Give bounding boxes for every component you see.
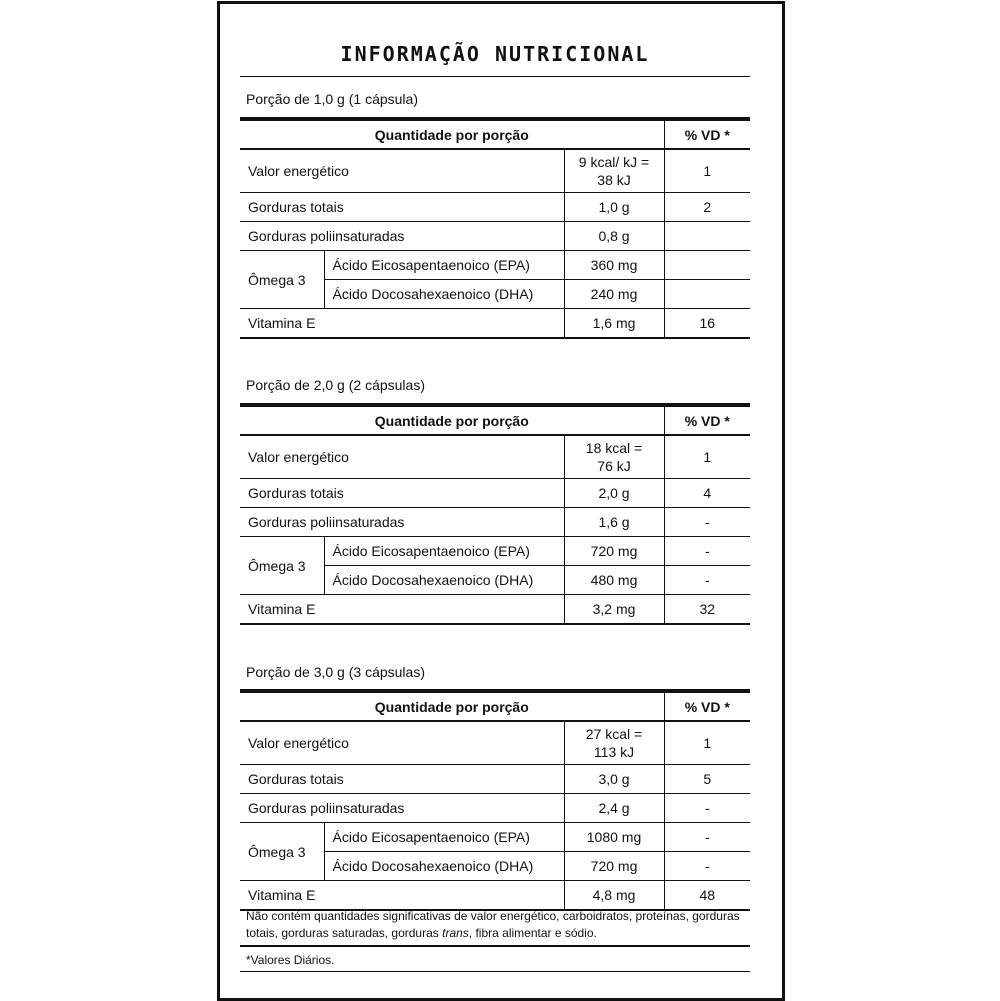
table-row: [240, 222, 750, 251]
energy-value: 9 kcal/ kJ = 38 kJ: [564, 149, 664, 193]
header-quantity: Quantidade por porção: [240, 119, 664, 149]
energy-vd: 1: [664, 149, 750, 193]
fat-label: Gorduras totais: [240, 193, 564, 222]
header-quantity: Quantidade por porção: [240, 691, 664, 721]
nutrition-table: [240, 403, 750, 625]
poly-label: Gorduras poliinsaturadas: [240, 508, 564, 537]
vitamin-e-label: Vitamina E: [240, 309, 564, 339]
poly-vd: [664, 222, 750, 251]
footnote-italic: trans: [442, 926, 469, 940]
table-row: [240, 537, 750, 566]
fat-vd: 5: [664, 765, 750, 794]
table-header-row: [240, 119, 750, 149]
table-row: [240, 193, 750, 222]
omega-label: Ômega 3: [240, 823, 324, 881]
dha-label: Ácido Docosahexaenoico (DHA): [324, 852, 564, 881]
table-row: [240, 794, 750, 823]
header-vd: % VD *: [664, 119, 750, 149]
dha-vd: -: [664, 566, 750, 595]
epa-vd: -: [664, 823, 750, 852]
epa-value: 1080 mg: [564, 823, 664, 852]
epa-vd: -: [664, 537, 750, 566]
vitamin-e-value: 3,2 mg: [564, 595, 664, 625]
energy-vd: 1: [664, 721, 750, 765]
energy-value: 27 kcal = 113 kJ: [564, 721, 664, 765]
energy-label: Valor energético: [240, 721, 564, 765]
table-row: [240, 881, 750, 911]
poly-vd: -: [664, 508, 750, 537]
table-row: [240, 251, 750, 280]
header-vd: % VD *: [664, 405, 750, 435]
epa-label: Ácido Eicosapentaenoico (EPA): [324, 537, 564, 566]
vitamin-e-vd: 48: [664, 881, 750, 911]
divider: [240, 76, 750, 77]
vitamin-e-label: Vitamina E: [240, 881, 564, 911]
fat-vd: 2: [664, 193, 750, 222]
vitamin-e-vd: 32: [664, 595, 750, 625]
dha-value: 240 mg: [564, 280, 664, 309]
omega-label: Ômega 3: [240, 251, 324, 309]
dha-vd: [664, 280, 750, 309]
epa-label: Ácido Eicosapentaenoico (EPA): [324, 823, 564, 852]
energy-label: Valor energético: [240, 149, 564, 193]
portion-label: Porção de 1,0 g (1 cápsula): [246, 91, 418, 107]
nutrition-table: [240, 689, 750, 911]
energy-value: 18 kcal = 76 kJ: [564, 435, 664, 479]
fat-label: Gorduras totais: [240, 765, 564, 794]
fat-value: 2,0 g: [564, 479, 664, 508]
omega-label: Ômega 3: [240, 537, 324, 595]
divider: [240, 945, 750, 947]
dha-label: Ácido Docosahexaenoico (DHA): [324, 280, 564, 309]
header-quantity: Quantidade por porção: [240, 405, 664, 435]
poly-value: 1,6 g: [564, 508, 664, 537]
dha-vd: -: [664, 852, 750, 881]
table-row: [240, 765, 750, 794]
poly-vd: -: [664, 794, 750, 823]
energy-vd: 1: [664, 435, 750, 479]
fat-label: Gorduras totais: [240, 479, 564, 508]
page-title: INFORMAÇÃO NUTRICIONAL: [340, 42, 650, 66]
epa-vd: [664, 251, 750, 280]
dha-value: 480 mg: [564, 566, 664, 595]
table-header-row: [240, 691, 750, 721]
table-row: [240, 595, 750, 625]
fat-vd: 4: [664, 479, 750, 508]
fat-value: 3,0 g: [564, 765, 664, 794]
table-row: [240, 309, 750, 339]
table-row: [240, 435, 750, 479]
poly-label: Gorduras poliinsaturadas: [240, 222, 564, 251]
poly-label: Gorduras poliinsaturadas: [240, 794, 564, 823]
epa-value: 720 mg: [564, 537, 664, 566]
dha-label: Ácido Docosahexaenoico (DHA): [324, 566, 564, 595]
divider: [240, 971, 750, 972]
epa-value: 360 mg: [564, 251, 664, 280]
energy-label: Valor energético: [240, 435, 564, 479]
table-row: [240, 479, 750, 508]
table-row: [240, 508, 750, 537]
daily-values-note: *Valores Diários.: [246, 953, 335, 967]
poly-value: 2,4 g: [564, 794, 664, 823]
table-row: [240, 721, 750, 765]
header-vd: % VD *: [664, 691, 750, 721]
footnote: Não contém quantidades significativas de valor energético, carboidratos, proteínas, gorduras totais, gorduras saturadas, gorduras trans, fibra alimentar e sódio.: [246, 909, 740, 940]
vitamin-e-value: 4,8 mg: [564, 881, 664, 911]
fat-value: 1,0 g: [564, 193, 664, 222]
dha-value: 720 mg: [564, 852, 664, 881]
table-row: [240, 823, 750, 852]
portion-label: Porção de 2,0 g (2 cápsulas): [246, 377, 425, 393]
table-row: [240, 149, 750, 193]
nutrition-table: [240, 117, 750, 339]
epa-label: Ácido Eicosapentaenoico (EPA): [324, 251, 564, 280]
vitamin-e-value: 1,6 mg: [564, 309, 664, 339]
table-header-row: [240, 405, 750, 435]
portion-label: Porção de 3,0 g (3 cápsulas): [246, 664, 425, 680]
vitamin-e-label: Vitamina E: [240, 595, 564, 625]
poly-value: 0,8 g: [564, 222, 664, 251]
vitamin-e-vd: 16: [664, 309, 750, 339]
